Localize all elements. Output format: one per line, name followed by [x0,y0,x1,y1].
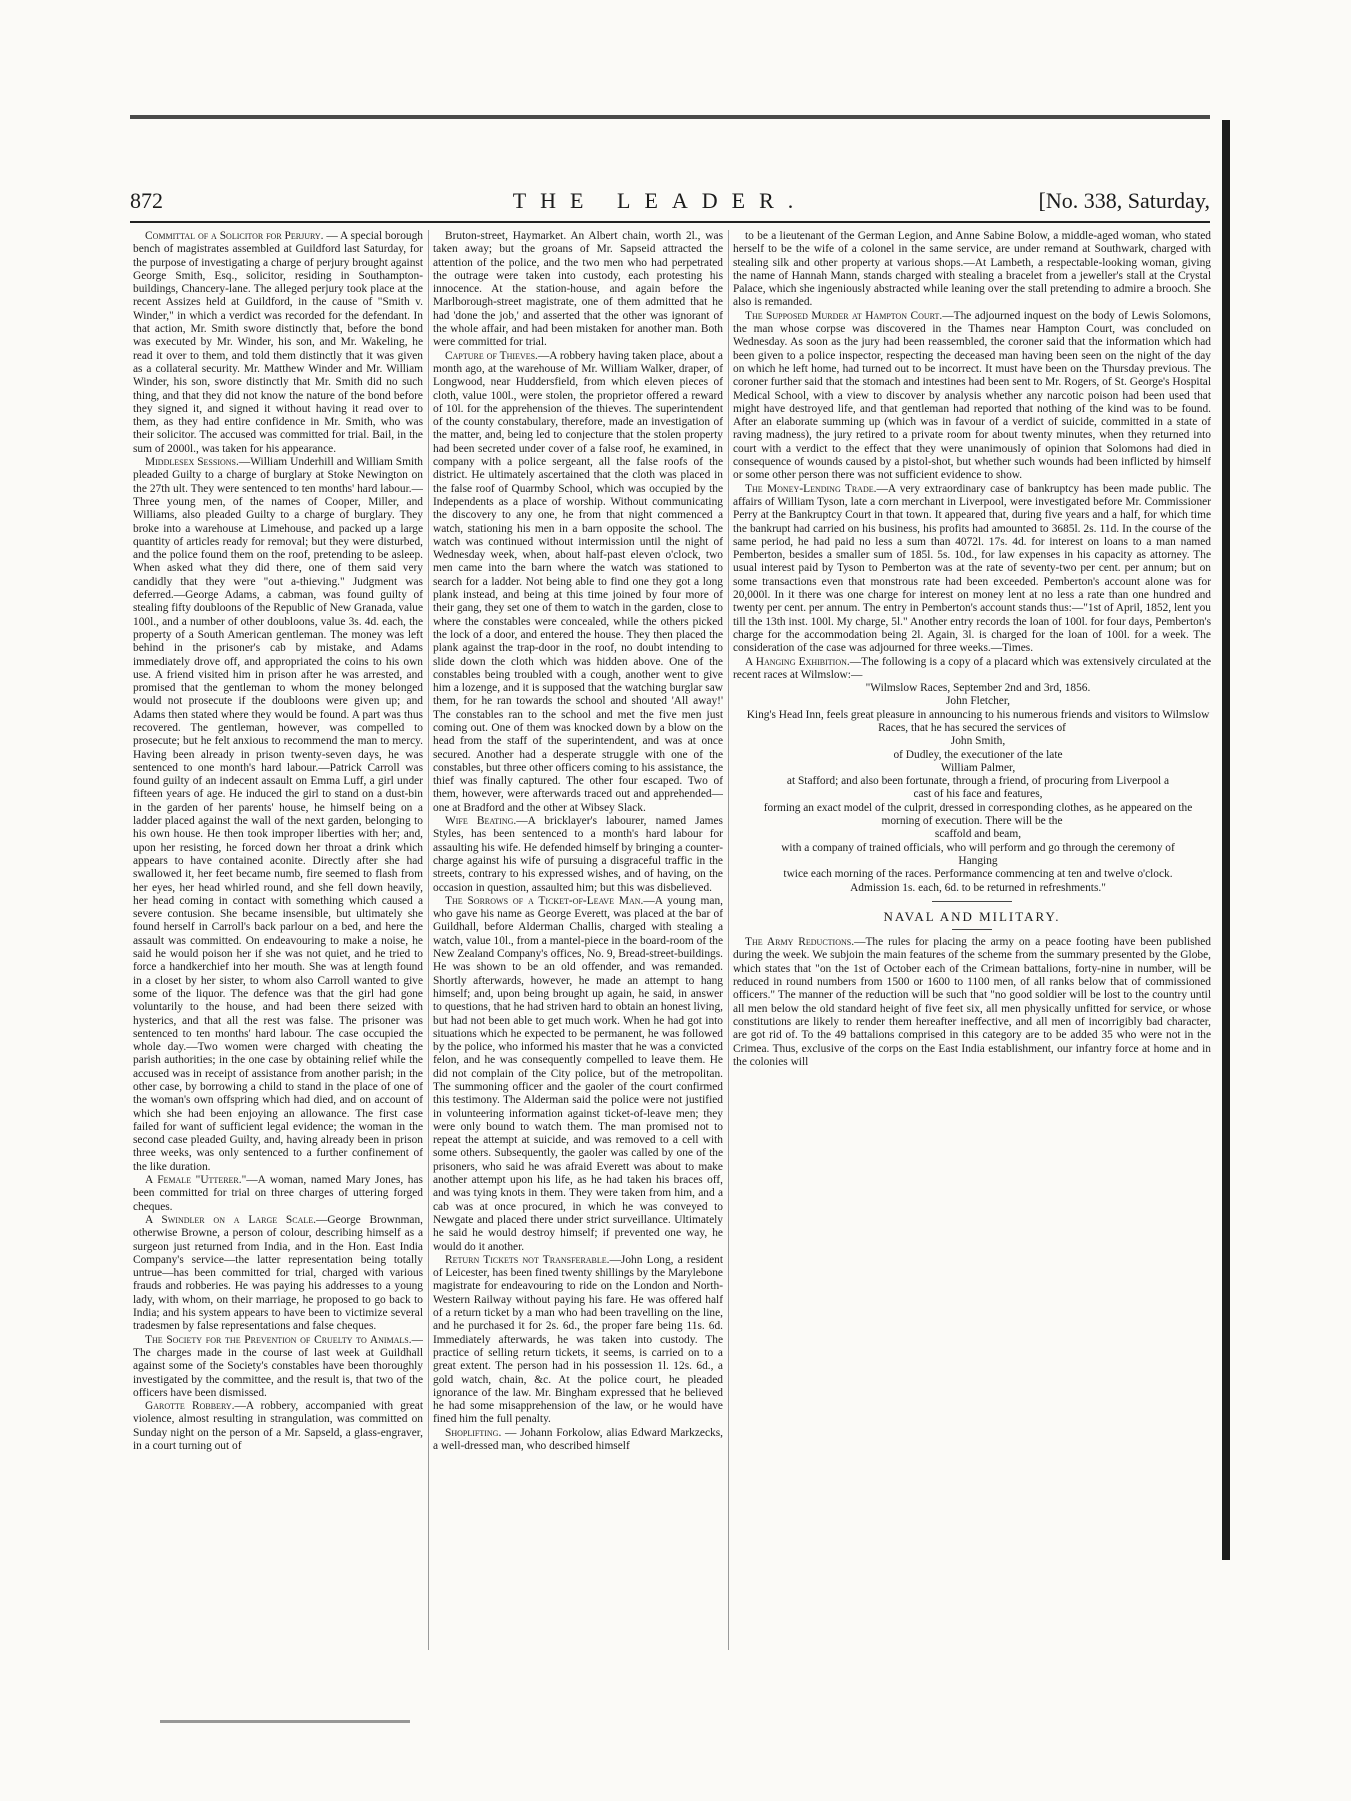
article-heading: Return Tickets not Transferable. [445,1253,610,1266]
article-text: —A young man, who gave his name as George Everett, was placed at the bar of Guildhall, before Alderman Challis, charged with stealing a watch, value 10l., from a mantel-piece in the board-room of the New Zealand Company's offices, No. 9, Bread-street-buildings. He was shown to be an old offender, and was remanded. Shortly afterwards, however, he made an attempt to hang himself; and, upon being brought up again, he said, in answer to questions, that he had striven hard to obtain an honest living, but had not been able to get much work. When he had got into situations which he expected to be permanent, he was followed by the police, who informed his master that he was a convicted felon, and he was consequently compelled to leave them. He did not complain of the City police, but of the metropolitan. The summoning officer and the gaoler of the court confirmed this testimony. The Alderman said the police were not justified in volunteering information against ticket-of-leave men; they were only bound to watch them. The man promised not to repeat the attempt at suicide, and was removed to a cell with some others. Subsequently, the gaoler was called by one of the prisoners, who said he was afraid Everett was about to make another attempt upon his life, as he had taken his braces off, and was tying knots in them. They were taken from him, and a cab was at once procured, in which he was conveyed to Newgate and placed there under strict surveillance. Ultimately he said he would destroy himself; if prevented one way, he would do it another. [433,894,723,1253]
article-paragraph [733,936,1211,1069]
article-text: —A bricklayer's labourer, named James Styles, has been sentenced to a month's hard labour for assaulting his wife. He defended himself by bringing a counter-charge against his wife of pursuing a disgraceful traffic in the streets, contrary to his expressed wishes, and of having, on the occasion in question, assaulted him; but this was disbelieved. [433,815,723,894]
article-text: — Johann Forkolow, alias Edward Markzecks, a well-dressed man, who described himself [433,1426,723,1453]
article-paragraph [133,1214,423,1334]
placard-line: Hanging [958,854,998,867]
placard-line: twice each morning of the races. Performance commencing at ten and twelve o'clock. [783,868,1173,881]
section-rule [932,901,1012,902]
article-heading: The Money-Lending Trade. [745,482,877,495]
article-heading: A Hanging Exhibition. [745,655,850,668]
article-paragraph [133,230,423,456]
article-heading: Committal of a Solicitor for Perjury. [145,230,324,242]
article-heading: Shoplifting. [445,1426,502,1439]
article-paragraph [733,310,1211,483]
article-text: —John Long, a resident of Leicester, has been fined twenty shillings by the Marylebone magistrate for endeavouring to ride on the London and North-Western Railway without paying his fare. He was offered half of a return ticket by a man who had been travelling on the line, and he purchased it for 2s. 6d., the proper fare being 11s. 6d. Immediately afterwards, he was taken into custody. The practice of selling return tickets, it seems, is carried on to a great extent. The person had in his possession 1l. 12s. 6d., a gold watch, chain, &c. At the police court, he pleaded ignorance of the law. Mr. Bingham expressed that he believed he had some misapprehension of the law, or he would have fined him the full penalty. [433,1253,723,1426]
article-paragraph [433,1254,723,1427]
column-divider [728,230,729,1650]
article-text: —George Brownman, otherwise Browne, a person of colour, describing himself as a surgeon just returned from India, and in the Hon. East India Company's service—the latter representation being totally untrue—has been committed for trial, charged with various frauds and robberies. He was paying his addresses to a young lady, with whom, on their marriage, he proposed to go back to India; and his system appears to have been to victimize several tradesmen by false representations and false cheques. [133,1213,423,1333]
article-paragraph [133,1174,423,1214]
article-text: —William Underhill and William Smith pleaded Guilty to a charge of burglary at Stoke Newington on the 27th ult. They were sentenced to ten months' hard labour.—Three young men, of the names of Cooper, Miller, and Williams, also pleaded Guilty to a charge of burglary. They broke into a warehouse at Limehouse, and packed up a large quantity of articles ready for removal; but they were disturbed, and the police found them on the roof, pretending to be asleep. When asked what they did there, one of them said very candidly that they were "out a-thieving." Judgment was deferred.—George Adams, a cabman, was found guilty of stealing fifty doubloons of the Republic of New Granada, value 100l., and a number of other doubloons, value 3s. 4d. each, the property of a South American gentleman. The money was left behind in the prisoner's cab by mistake, and Adams immediately drove off, and appropriated the coins to his own use. A friend visited him in prison after he was arrested, and promised that the gentleman to whom the money belonged would not prosecute if the doubloons were given up; and Adams then stated where they would be found. A part was thus recovered. The gentleman, however, was compelled to prosecute; but he felt anxious to recommend the man to mercy. Having been already in prison twenty-seven days, he was sentenced to one month's hard labour.—Patrick Carroll was found guilty of an indecent assault on Emma Luff, a girl under fifteen years of age. He induced the girl to stand on a dust-bin in the garden of her parents' house, he himself being on a ladder placed against the wall of the next garden, belonging to his own house. He then took improper liberties with her; and, upon her resisting, he forced down her throat a drink which appears to have contained aconite. Directly after she had swallowed it, her feet became numb, fire seemed to flash from her eyes, her head whirled round, and she fell down heavily, her head coming in contact with something which caused a severe contusion. She became insensible, but ultimately she found herself in Carroll's back parlour on a bed, and here the assault was committed. On endeavouring to make a noise, he said he would poison her if she was not quiet, and he tried to force a handkerchief into her mouth. She was at length found in a closet by her sister, to whom also Carroll wanted to give some of the liquor. The defence was that the girl had gone voluntarily to the house, and had been there seized with hysterics, and that all the rest was false. The prisoner was sentenced to ten months' hard labour. The case occupied the whole day.—Two women were charged with cheating the parish authorities; in the one case by obtaining relief while the accused was in receipt of assistance from another parish; in the other case, by borrowing a child to stand in the place of one of the woman's own offspring which had died, and on account of which she had been enjoying an allowance. The first case failed for want of sufficient legal evidence; the woman in the second case pleaded Guilty, and, having already been in prison three weeks, was only sentenced to a further confinement of the like duration. [133,456,423,1173]
article-paragraph [433,1427,723,1454]
article-heading: Middlesex Sessions. [145,456,239,469]
article-text: —A robbery, accompanied with great violence, almost resulting in strangulation, was committed on Sunday night on the person of a Mr. Sapseld, a glass-engraver, in a court turning out of [133,1400,423,1453]
placard-line: King's Head Inn, feels great pleasure in announcing to his numerous friends and visitors to Wilmslow Races, that he has secured the services of [746,708,1210,734]
placard-line: forming an exact model of the culprit, dressed in corresponding clothes, as he appeared on the morning of execution. There will be the [763,801,1193,828]
placard-line: "Wilmslow Races, September 2nd and 3rd, 1856. [865,682,1091,695]
placard-line: Admission 1s. each, 6d. to be returned in refreshments." [850,881,1106,894]
issue-label: [No. 338, Saturday, [1038,188,1210,213]
placard-line: of Dudley, the executioner of the late [893,748,1063,761]
article-heading: Wife Beating. [445,815,517,828]
article-paragraph [733,230,1211,310]
placard-line: with a company of trained officials, who will perform and go through the ceremony of [781,841,1175,854]
column-2 [433,230,723,1660]
column-3-articles [733,230,1211,682]
article-text: to be a lieutenant of the German Legion, and Anne Sabine Bolow, a middle-aged woman, who stated herself to be the wife of a colonel in the same service, are under remand at Southwark, charged with stealing silk and other property at various shops.—At Lambeth, a respectable-looking woman, giving the name of Hannah Mann, stands charged with stealing a bracelet from a jeweller's stall at the Crystal Palace, which she ingeniously abstracted while leaning over the stall pretending to admire a brooch. She also is remanded. [733,230,1211,309]
masthead-title: THE LEADER. [512,188,808,213]
article-heading: The Army Reductions. [745,936,855,949]
article-paragraph [733,483,1211,656]
article-text: —A robbery having taken place, about a month ago, at the warehouse of Mr. William Walker, draper, of Longwood, near Huddersfield, from which eleven pieces of cloth, value 100l., were stolen, the proprietor offered a reward of 10l. for the apprehension of the thieves. The superintendent of the county constabulary, therefore, made an investigation of the matter, and, being led to conjecture that the stolen property had been secreted under cover of a false roof, he examined, in company with a police sergeant, all the false roofs of the district. He ultimately ascertained that the cloth was placed in the false roof of Quarmby School, which was occupied by the Independents as a place of worship. Without communicating the discovery to any one, he from that night commenced a watch, stationing his men in a barn opposite the school. The watch was continued without intermission until the night of Wednesday week, when, about half-past eleven o'clock, two men came into the barn where the watch was stationed to search for a ladder. Not being able to find one they got a long plank instead, and being at this time joined by four more of their gang, they set one of them to watch in the garden, close to where the constables were concealed, while the others picked the lock of a door, and entered the house. They then placed the plank against the trap-door in the roof, no doubt intending to slide down the cloth which was hidden above. One of the constables being troubled with a cough, another went to give him a lozenge, and it is supposed that the watching burglar saw them, for he ran towards the school and shouted 'All away!' The constables ran to the school and met the five men just coming out. One of them was knocked down by a blow on the head from the staff of the superintendent, and was at once secured. Another had a desperate struggle with one of the constables, but three other officers coming to his assistance, the thief was finally captured. The other four escaped. Two of them, however, were afterwards traced out and apprehended—one at Bradford and the other at Wibsey Slack. [433,349,723,814]
column-divider [428,230,429,1650]
placard-line: William Palmer, [940,761,1016,774]
article-paragraph [733,656,1211,683]
article-heading: A Female "Utterer." [145,1174,247,1187]
article-heading: A Swindler on a Large Scale. [145,1213,317,1226]
article-text: —The rules for placing the army on a peace footing have been published during the week. We subjoin the main features of the scheme from the summary presented by the Globe, which states that "on the 1st of October each of the Crimean battalions, forty-nine in number, will be reduced in round numbers from 1500 or 1600 to 1100 men, of all ranks below that of commissioned officers." The manner of the reduction will be such that "no good soldier will be lost to the country until all men below the old standard height of five feet six, all men physically unfitted for service, or whose constitutions are likely to render them hereafter ineffective, and all men of incorrigibly bad character, are got rid of. To the 49 battalions comprised in this category are to be added 35 who were not in the Crimea. Thus, exclusive of the corps on the East India establishment, our infantry force at home and in the colonies will [733,936,1211,1068]
top-rule [130,115,1210,119]
article-paragraph [133,1334,423,1400]
page-number: 872 [130,188,163,213]
page-header [130,188,1210,218]
bottom-rule [160,1720,410,1723]
article-heading: The Sorrows of a Ticket-of-Leave Man. [445,894,644,907]
article-paragraph [433,895,723,1254]
article-paragraph [433,815,723,895]
column-3-bottom-articles [733,936,1211,1069]
placard-line: at Stafford; and also been fortunate, through a friend, of procuring from Liverpool a [786,775,1170,788]
placard-line: John Smith, [950,735,1006,748]
article-text: —A very extraordinary case of bankruptcy has been made public. The affairs of William Tyson, late a corn merchant in Liverpool, were investigated before Mr. Commissioner Perry at the Bankruptcy Court in that town. It appeared that, during five years and a half, for which time the bankrupt had carried on his business, his profits had amounted to 3685l. 2s. 11d. In the course of the same period, he had paid no less a sum than 4072l. 17s. 4d. for interest on loans to a man named Pemberton, besides a smaller sum of 185l. 5s. 10d., for law expenses in his capacity as attorney. The usual interest paid by Tyson to Pemberton was at the rate of seventy-two per cent. per annum; but on some transactions even that monstrous rate had been exceeded. Pemberton's account alone was for 20,000l. In it there was one charge for interest on money lent at no less a rate than one hundred and twenty per cent. per annum. The entry in Pemberton's account stands thus:—"1st of April, 1852, lent you till the 13th inst. 100l. My charge, 5l." Another entry records the loan of 100l. for four days, Pemberton's charge for the accommodation being 2l. Again, 3l. is charged for the loan of 100l. for a week. The consideration of the case was adjourned for three weeks.—Times. [733,482,1211,655]
placard-line: cast of his face and features, [913,788,1043,801]
section-title: NAVAL AND MILITARY. [883,908,1061,924]
article-paragraph [433,350,723,815]
article-text: Bruton-street, Haymarket. An Albert chain, worth 2l., was taken away; but the groans of Mr. Sapseid attracted the attention of the police, and the two men who had perpetrated the outrage were taken into custody, each protesting his innocence. At the station-house, and again before the Marlborough-street magistrate, one of them admitted that he had 'done the job,' and asserted that the other was ignorant of the whole affair, and had been mistaken for another man. Both were committed for trial. [433,230,723,349]
right-margin-rule [1222,120,1230,1560]
article-text: —The following is a copy of a placard which was extensively circulated at the recent races at Wilmslow:— [733,655,1211,681]
placard [733,682,1211,895]
article-paragraph [433,230,723,350]
column-1 [133,230,423,1660]
placard-line: scaffold and beam, [934,828,1022,841]
article-text: — A special borough bench of magistrates assembled at Guildford last Saturday, for the purpose of investigating a charge of perjury brought against George Smith, Esq., solicitor, residing in Southampton-buildings, Chancery-lane. The alleged perjury took place at the recent Assizes held at Guildford, in the cause of "Smith v. Winder," in which a verdict was recorded for the defendant. In that action, Mr. Smith swore distinctly that, before the bond was executed by Mr. Winder, his son, and Mr. Wakeling, he read it over to them, and told them distinctly that it was given as a collateral security. Mr. Matthew Winder and Mr. William Winder, his son, swore distinctly that Mr. Smith did no such thing, and that they did not know the nature of the bond before they signed it, and signed it without having it read over to them, as they had entire confidence in Mr. Smith, who was their solicitor. The accused was committed for trial. Bail, in the sum of 2000l., was taken for his appearance. [133,230,423,455]
header-rule [130,221,1210,223]
article-text: —The adjourned inquest on the body of Lewis Solomons, the man whose corpse was discovered in the Thames near Hampton Court, was concluded on Wednesday. As soon as the jury had been reassembled, the coroner said that the information which had been given to a police inspector, respecting the deceased man having been seen on the night of the day on which he left home, had turned out to be incorrect. It must have been on the Thursday previous. The coroner further said that the stomach and intestines had been sent to Mr. Rogers, of St. George's Hospital Medical School, with a view to discover by analysis whether any narcotic poison had been used that might have destroyed life, and that gentleman had reported that nothing of the kind was to be found. After an elaborate summing up (which was in favour of a verdict of suicide, committed in a state of raving madness), the jury retired to a private room for about twenty minutes, when they returned into court with a verdict to the effect that they were unanimously of opinion that Solomons had died in consequence of wounds caused by a pistol-shot, but whether such wounds had been inflicted by himself or some other person there was not sufficient evidence to show. [733,309,1211,482]
column-3 [733,230,1211,1660]
article-paragraph [133,1400,423,1453]
article-heading: The Society for the Prevention of Cruelty to Animals. [145,1333,412,1346]
section-rule [952,929,992,930]
placard-line: John Fletcher, [945,695,1011,708]
article-paragraph [133,456,423,1174]
article-heading: Garotte Robbery. [145,1400,235,1413]
article-heading: Capture of Thieves. [445,349,538,362]
article-text: —A woman, named Mary Jones, has been committed for trial on three charges of uttering forged cheques. [133,1174,423,1213]
article-heading: The Supposed Murder at Hampton Court. [745,309,943,322]
article-text: —The charges made in the course of last week at Guildhall against some of the Society's constables have been thoroughly investigated by the committee, and the result is, that two of the officers have been dismissed. [133,1333,423,1399]
